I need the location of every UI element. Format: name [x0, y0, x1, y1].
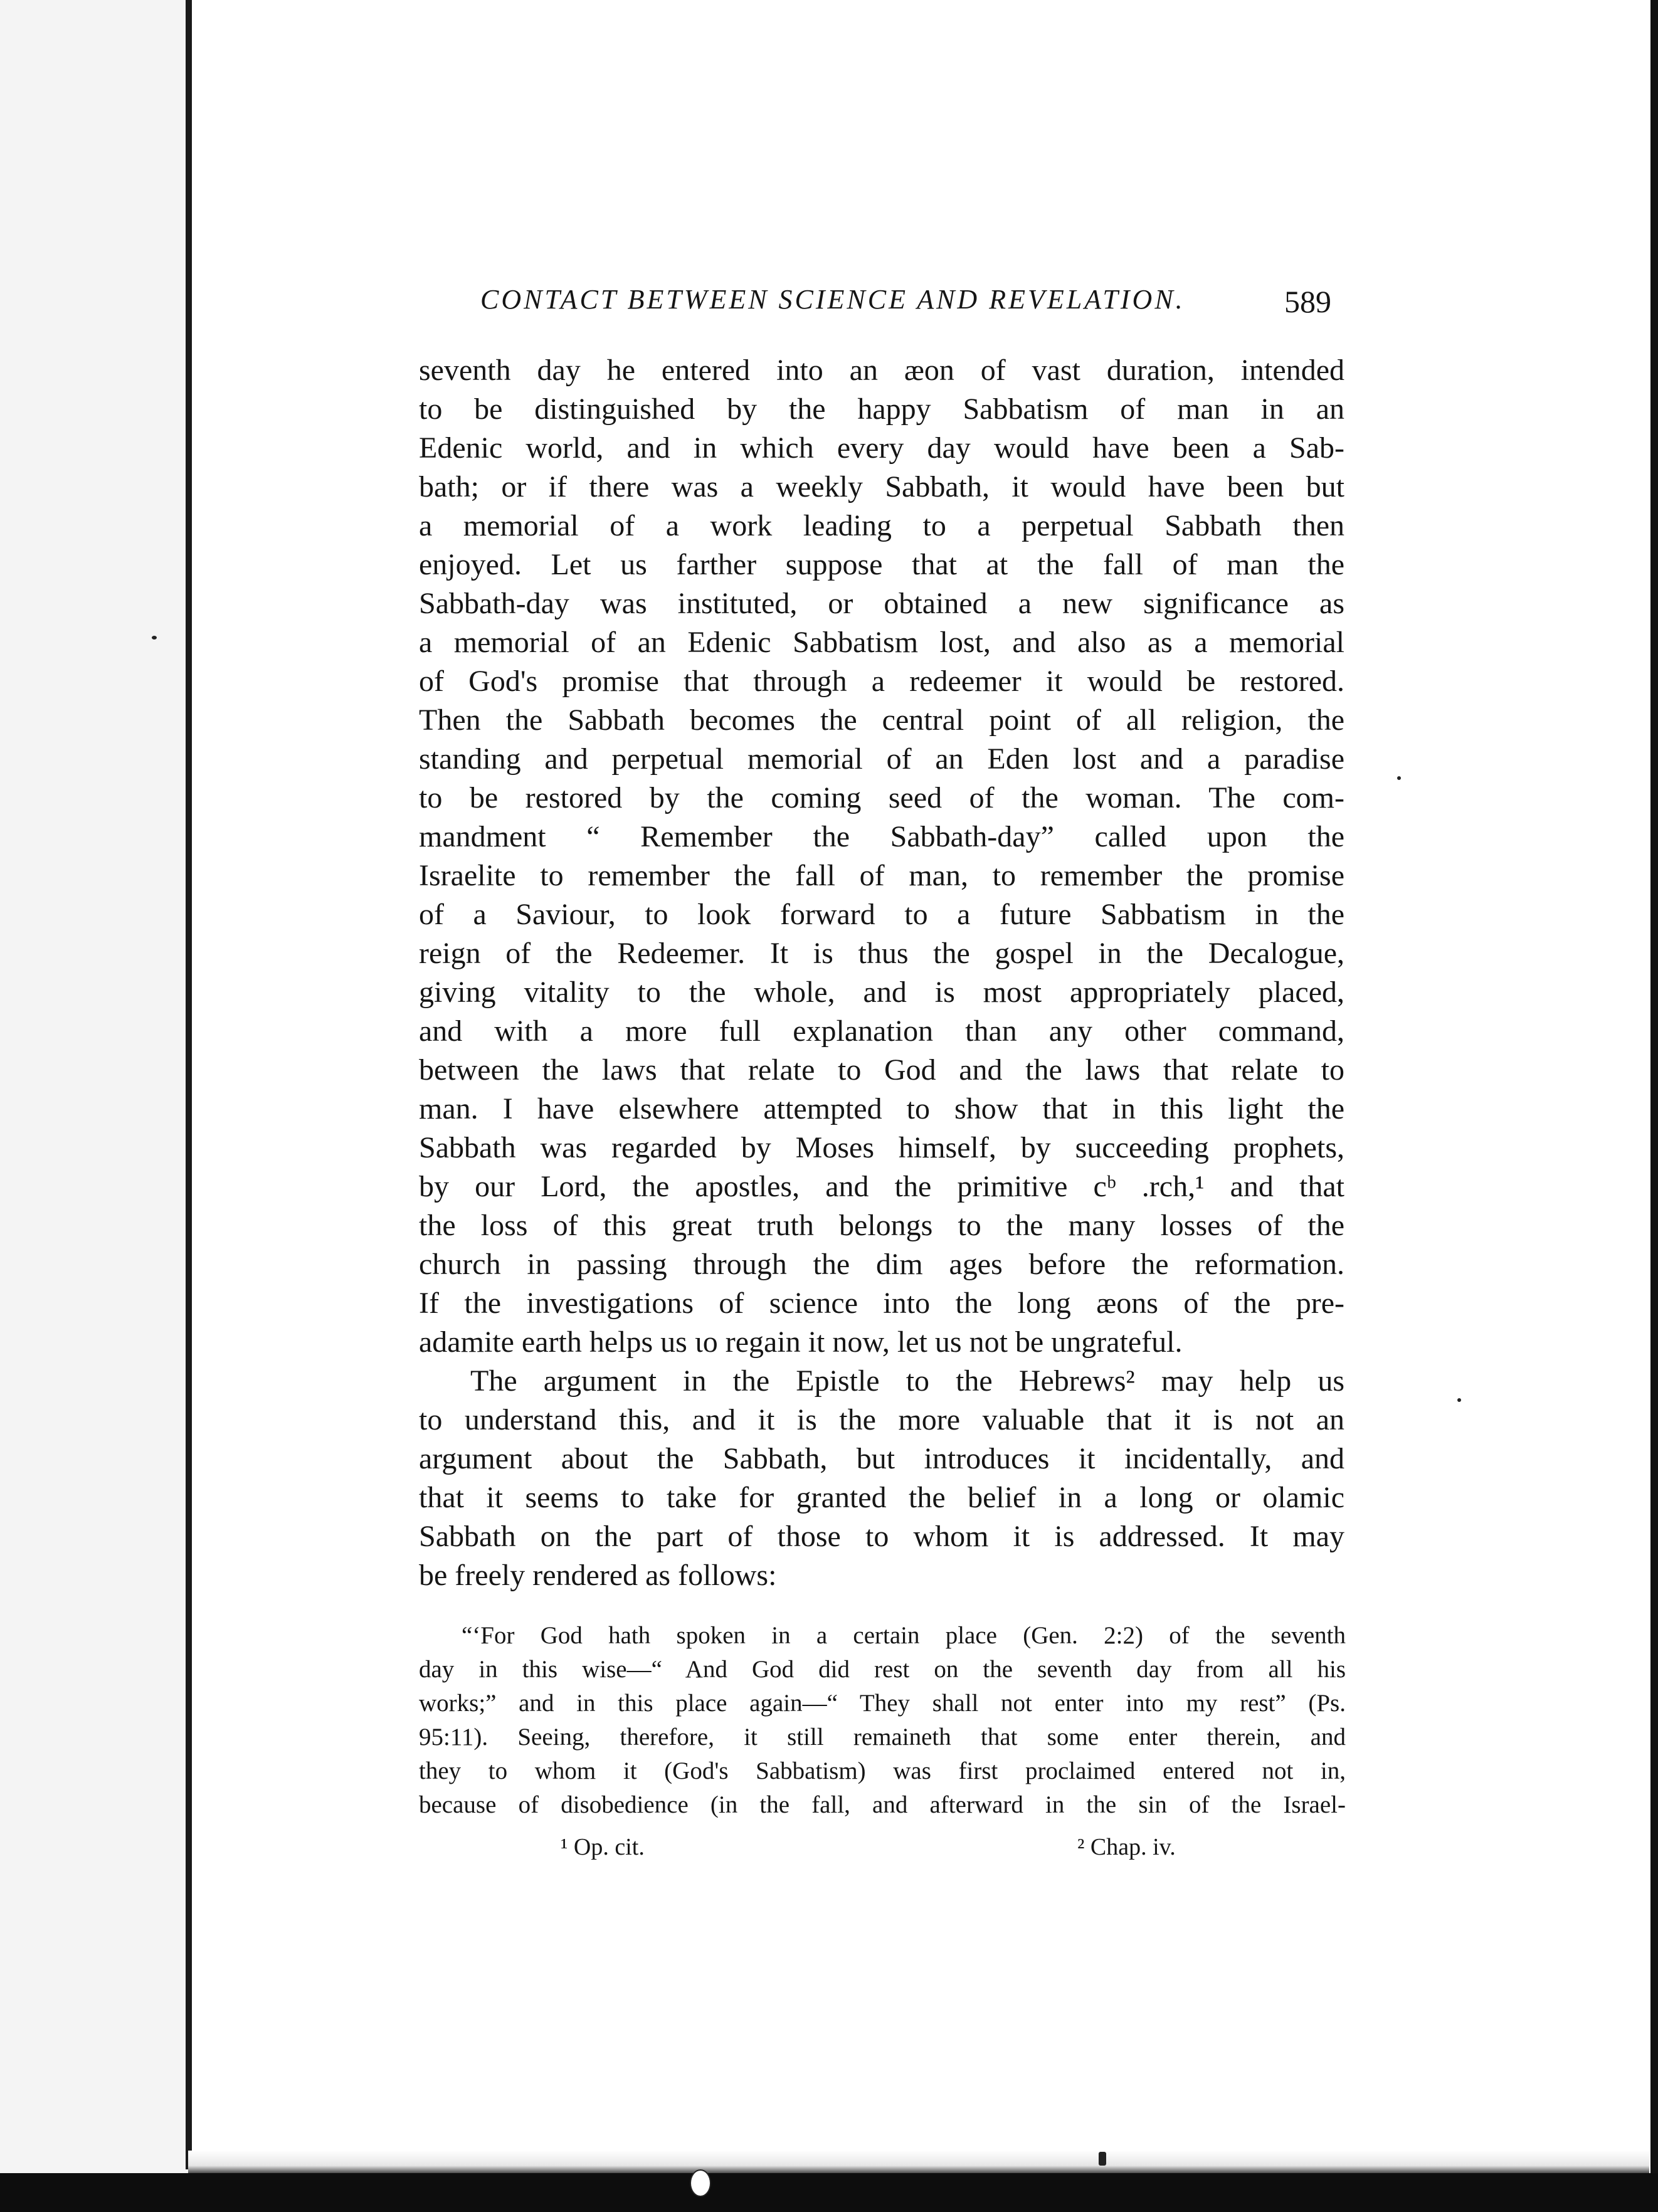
text-line: that it seems to take for granted the belief in a long or olamic — [419, 1481, 1344, 1514]
text-line: argument about the Sabbath, but introduces it incidentally, and — [419, 1442, 1344, 1475]
text-line: Sabbath on the part of those to whom it is addressed. It may — [419, 1520, 1344, 1553]
quote-line: they to whom it (God's Sabbatism) was first proclaimed entered not in, — [419, 1757, 1346, 1784]
body-text — [419, 351, 1344, 1595]
text-line: be freely rendered as follows: — [419, 1559, 777, 1592]
text-line: seventh day he entered into an æon of vast duration, intended — [419, 354, 1344, 387]
text-line: the loss of this great truth belongs to the many losses of the — [419, 1209, 1344, 1242]
text-line: bath; or if there was a weekly Sabbath, it would have been but — [419, 470, 1344, 503]
bottom-shadow — [188, 2151, 1649, 2176]
text-line: Israelite to remember the fall of man, to remember the promise — [419, 859, 1344, 892]
text-line: of God's promise that through a redeemer it would be restored. — [419, 665, 1344, 698]
text-line: giving vitality to the whole, and is most appropriately placed, — [419, 976, 1344, 1009]
text-line: church in passing through the dim ages before the reformation. — [419, 1248, 1344, 1281]
block-quote — [419, 1619, 1346, 1822]
text-line: Edenic world, and in which every day would have been a Sab- — [419, 431, 1344, 465]
quote-line: “‘For God hath spoken in a certain place (Gen. 2:2) of the seventh — [462, 1622, 1346, 1649]
quote-line: day in this wise—“ And God did rest on the seventh day from all his — [419, 1656, 1346, 1683]
text-line: to understand this, and it is the more valuable that it is not an — [419, 1403, 1344, 1436]
text-line: adamite earth helps us ιo regain it now, let us not be ungrateful. — [419, 1325, 1183, 1359]
text-line: standing and perpetual memorial of an Eden lost and a paradise — [419, 742, 1344, 776]
left-page-margin — [0, 0, 188, 2212]
text-line: mandment “ Remember the Sabbath-day” called upon the — [419, 820, 1344, 853]
bottom-scan-border — [0, 2173, 1658, 2212]
text-line: Sabbath was regarded by Moses himself, by succeeding prophets, — [419, 1131, 1344, 1164]
text-line: between the laws that relate to God and the laws that relate to — [419, 1053, 1344, 1087]
text-line: enjoyed. Let us farther suppose that at the fall of man the — [419, 548, 1344, 581]
text-line: of a Saviour, to look forward to a future Sabbatism in the — [419, 898, 1344, 931]
quote-line: because of disobedience (in the fall, and afterward in the sin of the Israel- — [419, 1791, 1346, 1818]
text-line: The argument in the Epistle to the Hebrews² may help us — [470, 1364, 1344, 1398]
scan-blemish — [690, 2169, 711, 2197]
quote-line: 95:11). Seeing, therefore, it still remaineth that some enter therein, and — [419, 1724, 1346, 1751]
text-line: If the investigations of science into the long æons of the pre- — [419, 1287, 1344, 1320]
text-line: reign of the Redeemer. It is thus the gospel in the Decalogue, — [419, 937, 1344, 970]
quote-line: works;” and in this place again—“ They shall not enter into my rest” (Ps. — [419, 1690, 1346, 1717]
page-number: 589 — [1284, 284, 1331, 319]
text-line: a memorial of a work leading to a perpetual Sabbath then — [419, 509, 1344, 542]
footnote-2: ² Chap. iv. — [1077, 1834, 1176, 1860]
text-line: and with a more full explanation than any other command, — [419, 1014, 1344, 1048]
scan-speck — [152, 636, 157, 640]
right-page-edge — [1650, 0, 1658, 2212]
footnotes — [0, 1833, 1658, 1871]
text-line: a memorial of an Edenic Sabbatism lost, and also as a memorial — [419, 626, 1344, 659]
text-line: Sabbath-day was instituted, or obtained a new significance as — [419, 587, 1344, 620]
scan-speck — [1457, 1398, 1461, 1402]
text-line: to be distinguished by the happy Sabbatism of man in an — [419, 392, 1344, 426]
footnote-1: ¹ Op. cit. — [561, 1834, 645, 1860]
scan-speck — [1099, 2152, 1106, 2166]
text-line: Then the Sabbath becomes the central point of all religion, the — [419, 703, 1344, 737]
scan-speck — [1397, 776, 1401, 780]
text-line: to be restored by the coming seed of the woman. The com- — [419, 781, 1344, 814]
text-line: by our Lord, the apostles, and the primitive cᵇ .rch,¹ and that — [419, 1170, 1344, 1203]
running-head: CONTACT BETWEEN SCIENCE AND REVELATION. — [480, 284, 1185, 315]
text-line: man. I have elsewhere attempted to show that in this light the — [419, 1092, 1344, 1125]
